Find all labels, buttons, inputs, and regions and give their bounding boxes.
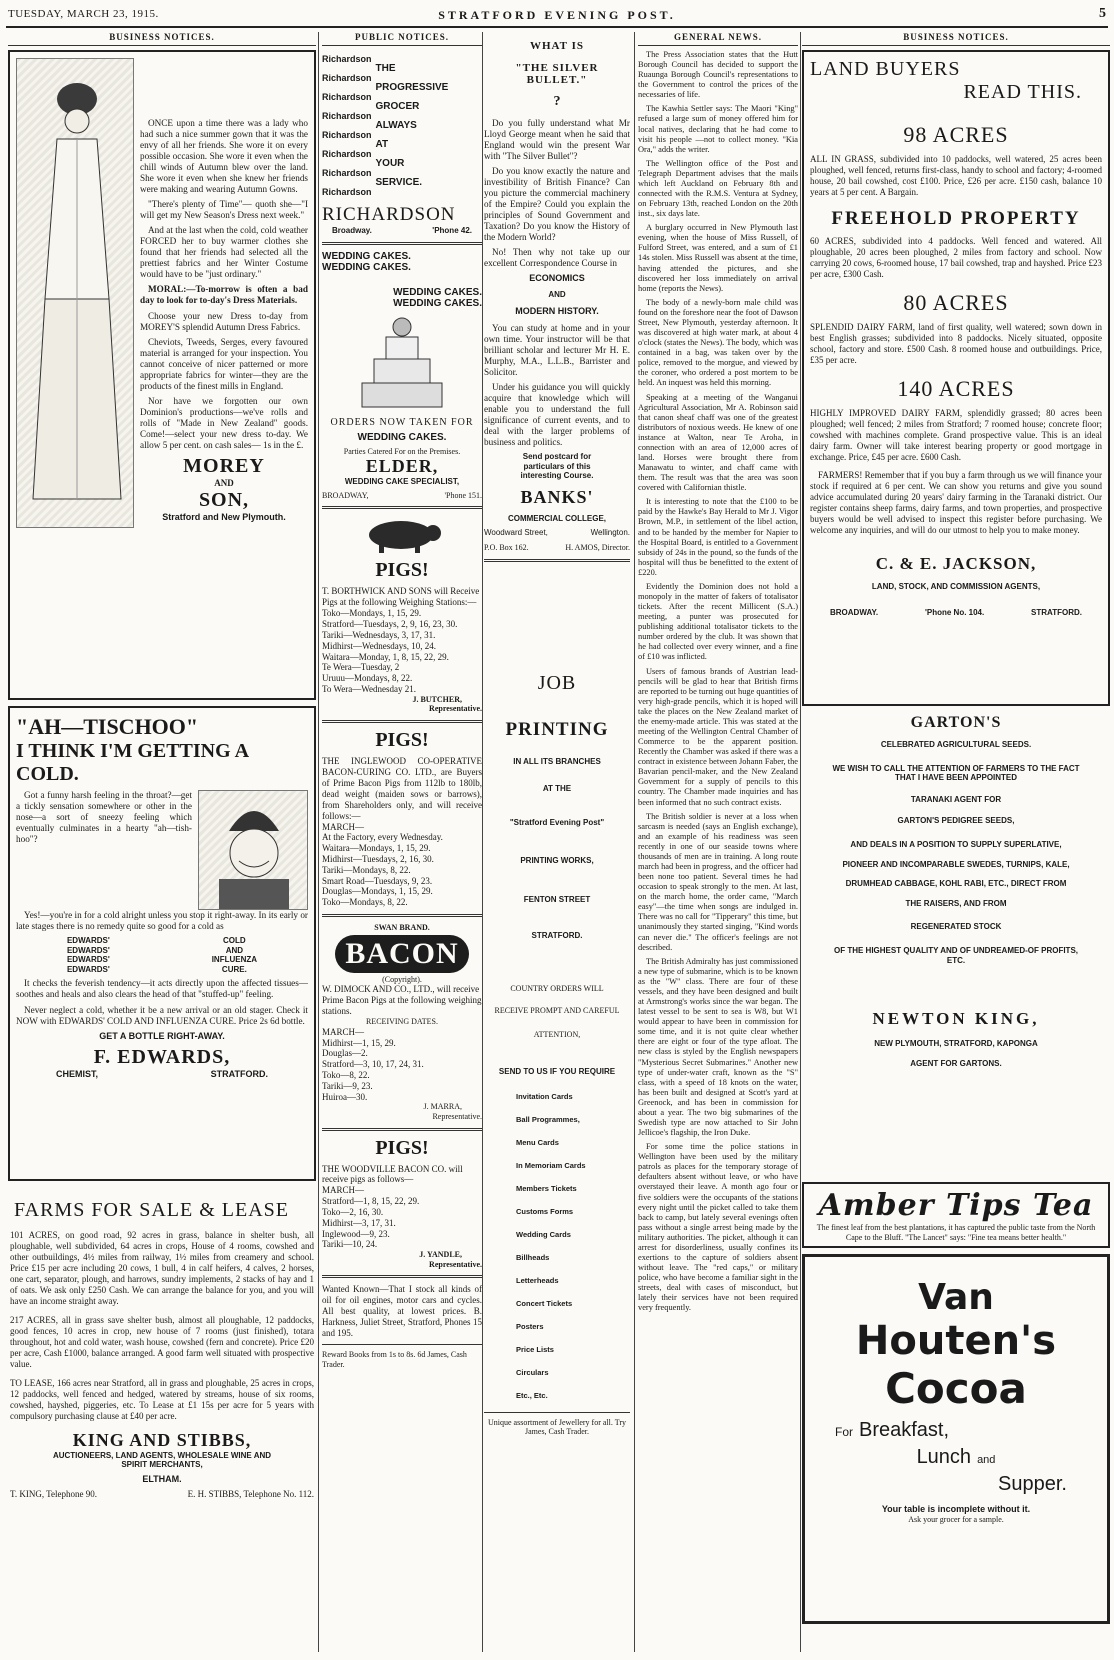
wedding-cakes-line: WEDDING CAKES. (357, 431, 447, 443)
station-line: Tariki—Wednesdays, 3, 17, 31. (322, 629, 436, 640)
station-line: Toko—Mondays, 1, 15, 29. (322, 608, 422, 619)
houten-word: Houten's (855, 1318, 1057, 1365)
month-label: MARCH— (322, 1026, 365, 1037)
morey-places: Stratford and New Plymouth. (162, 511, 286, 522)
acres-140-text: HIGHLY IMPROVED DAIRY FARM, splendidly grassed; 80 acres been ploughed; well fenced; 2 miles from Stratford; 7 roomed house; concrete floor; cowshed with machines complete. Grand prospective value. This is an ideal dairy farm. Owner will take interest bearing property or good mortgage in exchange. Price, £45 per acre. £600 Cash. (810, 407, 1102, 462)
gartons-celebrated: CELEBRATED AGRICULTURAL SEEDS. (880, 740, 1032, 749)
agent-name: J. BUTCHER, (412, 694, 462, 704)
and-word: and (977, 1454, 996, 1467)
richardson-word: Richardson (322, 130, 372, 140)
richardson-word: Richardson (322, 54, 372, 64)
month-label: MARCH— (322, 1185, 365, 1196)
tischoo-title: COLD. (16, 763, 79, 785)
lunch-word: Lunch (916, 1446, 972, 1469)
news-item: The body of a newly-born male child was found on the foreshore near the foot of Dawson Street, New Plymouth, yesterday afternoon. It was discovered at high water mark, at about 4 o'clock (states the News). The body, which was contained in a bag, was taken over by the police, removed to the morgue, and viewed by the coroner, who ordered a post mortem to be held. An inquest was held this morning. (638, 297, 798, 388)
post-label: "Stratford Evening Post" (509, 818, 605, 828)
acres-80-text: SPLENDID DAIRY FARM, land of first quality, well watered; sown down in best English grasses; subdivided into 8 paddocks. Nicely situated, opposite school, factory and store. £500 Cash. 8 roomed house and outbuildings. Price, £35 per acre. (810, 321, 1102, 365)
elder-specialist: WEDDING CAKE SPECIALIST, (344, 477, 460, 487)
farm-listing: TO LEASE, 166 acres near Stratford, all in grass and ploughable, 25 acres in crops, 12 paddocks, well fenced and hedged, watered by streams, house of six rooms, cowshed, hayshed, piggeries, etc. To Lease at £1 15s per acre for 5 years with compulsory purchasing clause at £40 per acre. (10, 1377, 314, 1421)
newton-king: NEWTON KING, (872, 1009, 1040, 1029)
and-label: AND (548, 290, 566, 300)
for-breakfast (815, 1419, 1097, 1442)
acres-98-text: ALL IN GRASS, subdivided into 10 paddocks, well watered, 25 acres been ploughed, well fenced, returns first-class, handy to school and factory; 4-roomed house, 20 bail cowshed, cost £100. Price, £26 per acre. £150 cash, balance 10 years at 5 per cent. A Bargain. (810, 154, 1102, 197)
king-stibbs-desc: AUCTIONEERS, LAND AGENTS, WHOLESALE WINE AND (52, 1450, 272, 1460)
receiving-dates: RECEIVING DATES. (366, 1017, 438, 1027)
column-rule (482, 32, 483, 1652)
edwards-word: EDWARDS' (66, 945, 110, 955)
richardson-word: Richardson (322, 168, 372, 178)
edwards-town: STRATFORD. (210, 1068, 268, 1079)
king-stibbs-desc: SPIRIT MERCHANTS, (121, 1460, 203, 1470)
send-to-us: SEND TO US IF YOU REQUIRE (498, 1067, 616, 1077)
masthead (6, 6, 1108, 28)
attention-label: ATTENTION, (533, 1029, 581, 1039)
supper-word: Supper. (998, 1473, 1067, 1496)
column-business-notices-right (802, 32, 1110, 1652)
column-business-notices-left (8, 32, 316, 1652)
edwards-word: EDWARDS' (66, 936, 110, 946)
station-line: Midhirst—Wednesdays, 10, 24. (322, 640, 437, 651)
printing-item: Wedding Cards (516, 1229, 571, 1239)
printing-item: Posters (516, 1321, 544, 1331)
gartons-title: GARTON'S (910, 714, 1002, 731)
van-word: Van (918, 1277, 994, 1319)
printing-item: Customs Forms (516, 1206, 574, 1216)
jewellery-notice: Unique assortment of Jewellery for all. Try James, Cash Trader. (488, 1417, 626, 1437)
wedding-cakes-line: WEDDING CAKES. (322, 250, 411, 262)
station-line: Waitara—Mondays, 1, 15, 29. (322, 843, 431, 854)
richardson-address: Broadway. (332, 226, 372, 235)
cure-block (212, 936, 257, 974)
pigs-title: PIGS! (375, 728, 429, 751)
edwards-advert (8, 706, 316, 1181)
send-postcard: Send postcard for particulars of this interesting Course. (520, 452, 594, 481)
banks-para: No! Then why not take up our excellent Correspondence Course in (484, 247, 630, 269)
richardson-word: Richardson (322, 149, 372, 159)
gartons-pedigree: GARTON'S PEDIGREE SEEDS, (897, 816, 1015, 826)
richardson-name: RICHARDSON (322, 204, 456, 225)
farmers-note: FARMERS! Remember that if you buy a farm through us we will finance your stock if required at 6 per cent. We can show you returns and give you sound advice accumulated during 20 years' dairy farming in the Taranaki district. Our register contains sheep farms, dairy farms, and town properties, and prospective buyers would be well advised to inspect this register before purchasing. We welcome any inquiries, and will do our utmost to help you to make money. (810, 470, 1102, 536)
parties-line: Parties Catered For on the Premises. (343, 446, 461, 456)
gartons-pioneer: PIONEER AND INCOMPARABLE SWEDES, TURNIPS, KALE, (842, 859, 1070, 869)
banks-street: Woodward Street, (484, 527, 548, 537)
orders-line: ORDERS NOW TAKEN FOR (330, 416, 474, 428)
morey-para: ONCE upon a time there was a lady who had such a nice summer gown that it was the envy of all her friends. She wore it on every possible occasion. She wore it even when the chill winds of Autumn blew over the land. She wore it even when she knew her friends were making and wearing Autumn Gowns. (140, 118, 308, 195)
farm-listing: 101 ACRES, on good road, 92 acres in grass, balance in shelter bush, all ploughable, well subdivided, 64 acres in crops, House of 4 rooms, cowshed and other outbuildings, 4½ miles from railway, 1½ miles from creamery and school. Price £15 per acre including 20 cows, 1 bull, 4 in calf heifers, 4 calves, 2 horses, one cart, separator, plough, and harrows, sundry implements, 2 stacks of hay and 1 of oats. We ask only £250 Cash. We can arrange the balance for you, and you will have an income straight away. (10, 1230, 314, 1306)
tischoo-para: Yes!—you're in for a cold alright unless you stop it right-away. In its early or late stages there is no remedy quite so good for a cold as (16, 910, 308, 932)
station-line: Smart Road—Tuesdays, 9, 23. (322, 875, 433, 886)
farms-advert (8, 1187, 316, 1504)
tischoo-title: I THINK I'M GETTING A (16, 740, 250, 762)
swan-brand: SWAN BRAND. (374, 923, 430, 933)
jackson-name: C. & E. JACKSON, (875, 554, 1037, 574)
jackson-desc: LAND, STOCK, AND COMMISSION AGENTS, (871, 582, 1041, 592)
cure-word: CURE. (221, 964, 247, 974)
tischoo-para: Got a funny harsh feeling in the throat?—get a tickly sensation somewhere or other in the nose—a sort of sneezy feeling which eventually culminates in a hearty "ah—tish-hoo"? (16, 790, 192, 845)
bacon-logo (322, 935, 482, 973)
printing-item: Billheads (516, 1252, 550, 1262)
morey-moral: MORAL:—To-morrow is often a bad day to look for to-day's Dress Materials. (140, 284, 308, 306)
morey-son: SON, (198, 488, 250, 511)
page-number: 5 (1099, 6, 1106, 21)
lunch-and (815, 1446, 1097, 1469)
phone-stibbs: E. H. STIBBS, Telephone No. 112. (187, 1488, 314, 1499)
books-notice: Reward Books from 1s to 8s. 6d James, Cash Trader. (322, 1350, 467, 1369)
station-line: Midhirst—3, 17, 31. (322, 1217, 396, 1228)
station-line: Stratford—3, 10, 17, 24, 31. (322, 1059, 424, 1070)
news-item: It is interesting to note that the £100 to be paid by the Hawke's Bay Herald to Mr J. Vigor Brown, M.P., in settlement of the libel action, and to be handed by the member for Napier to the Hospital Board, is entitled to a Government subsidy of 24s in the pound, so the funds of the hospital will thus be benefitted to the extent of £220. (638, 497, 798, 577)
column-rule (800, 32, 801, 1652)
sneezing-man-icon (199, 791, 309, 911)
richardson-contact (322, 226, 482, 236)
pigs-title: PIGS! (375, 1136, 429, 1159)
wedding-cakes-line: WEDDING CAKES. (393, 297, 482, 309)
morey-name: MOREY (183, 454, 265, 477)
amber-tips-line: The finest leaf from the best plantations, it has captured the public taste from the North Cape to the Bluff. "The Lancet" says: "Fine tea means better health." (816, 1223, 1096, 1242)
cocoa-word: Cocoa (885, 1364, 1027, 1414)
branches-label: IN ALL ITS BRANCHES (513, 756, 601, 766)
banks-college: COMMERCIAL COLLEGE, (507, 514, 607, 524)
morey-para: Choose your new Dress to-day from MOREY'S splendid Autumn Dress Fabrics. (140, 310, 308, 332)
woodville-intro: THE WOODVILLE BACON CO. will receive pigs as follows— (322, 1163, 463, 1185)
edwards-footer (16, 1069, 308, 1080)
land-buyers: LAND BUYERS (810, 58, 961, 80)
printing-item: Price Lists (516, 1344, 554, 1354)
column-heading: GENERAL NEWS. (638, 32, 798, 46)
acres-140: 140 ACRES (897, 375, 1015, 401)
banks-address (484, 528, 630, 538)
cure-word: AND (225, 945, 244, 955)
po-box: P.O. Box 162. (484, 543, 529, 553)
printing-item: Letterheads (516, 1275, 559, 1285)
station-line: Tariki—10, 24. (322, 1239, 378, 1250)
tischoo-para: Never neglect a cold, whether it be a new arrival or an old stager. Check it NOW with EDWARDS' COLD AND INFLUENZA CURE. Price 2s 6d bottle. (16, 1004, 308, 1026)
column-heading: PUBLIC NOTICES. (322, 32, 482, 46)
at-the-label: AT THE (542, 784, 572, 794)
banks-director: H. AMOS, Director. (565, 543, 630, 553)
phone-king: T. KING, Telephone 90. (10, 1488, 98, 1499)
station-line: Inglewood—9, 23. (322, 1228, 390, 1239)
column-heading: BUSINESS NOTICES. (802, 32, 1110, 46)
morey-and: AND (214, 477, 234, 488)
edwards-chemist: CHEMIST, (56, 1068, 99, 1079)
gartons-raisers: THE RAISERS, AND FROM (905, 898, 1007, 908)
silver-bullet-title: "THE SILVER BULLET." (515, 62, 599, 86)
farms-title: FARMS FOR SALE & LEASE (14, 1199, 290, 1221)
elder-address: BROADWAY, (322, 490, 369, 500)
policeman-illustration (198, 790, 308, 910)
gartons-regen: REGENERATED STOCK (910, 922, 1002, 932)
printing-label: PRINTING (505, 718, 609, 740)
printing-item: Circulars (516, 1367, 549, 1377)
modern-history-label: MODERN HISTORY. (515, 305, 599, 316)
farm-listing: 217 ACRES, all in grass save shelter bush, almost all ploughable, 12 paddocks, good fences, 10 acres in crop, new house of 7 rooms (just finished), totara throughout, hot and cold water, wash house, cowshed (fern and concrete). Price £20 per acre, Cash £1000, balance arranged. A good farm well situated with prospective value. (10, 1314, 314, 1369)
job-label: JOB (537, 671, 577, 694)
copyright-note: (Copyright). (382, 974, 422, 984)
station-line: Stratford—1, 8, 15, 22, 29. (322, 1196, 420, 1207)
richardson-word: Richardson (322, 73, 372, 83)
for-word: For (835, 1425, 853, 1440)
cure-word: COLD (223, 936, 246, 946)
lady-illustration (16, 58, 134, 528)
borthwick-intro: T. BORTHWICK AND SONS will Receive Pigs at the following Weighing Stations:— (322, 586, 480, 608)
printing-item: In Memoriam Cards (516, 1160, 586, 1170)
grocer-word: ALWAYS (375, 120, 417, 131)
grocer-word: AT (375, 139, 389, 150)
station-line: Douglas—2. (322, 1048, 368, 1059)
gartons-deal: AND DEALS IN A POSITION TO SUPPLY SUPERLATIVE, (850, 839, 1062, 849)
pigs-title: PIGS! (375, 559, 429, 582)
column-general-news (638, 32, 798, 1652)
amber-tips-title: Amber Tips Tea (818, 1188, 1094, 1223)
wedding-cake-icon (352, 313, 452, 413)
banks-para: Under his guidance you will quickly acquire that knowledge which will enable you to understand the full significance of current events, and to deal with the larger problems of business and politics. (484, 382, 630, 448)
gartons-drumhead: DRUMHEAD CABBAGE, KOHL RABI, ETC., DIRECT FROM (845, 879, 1067, 889)
month-label: MARCH— (322, 821, 365, 832)
paper-title: STRATFORD EVENING POST. (438, 8, 676, 22)
banks-name: BANKS' (520, 487, 594, 508)
edwards-repeat (67, 936, 110, 974)
jackson-advert (802, 50, 1110, 706)
works-label: PRINTING WORKS, (520, 855, 594, 865)
incomplete-line: Your table is incomplete without it. (881, 1504, 1031, 1515)
column-heading: BUSINESS NOTICES. (8, 32, 316, 46)
edwards-word: EDWARDS' (66, 964, 110, 974)
tischoo-para: It checks the feverish tendency—it acts directly upon the affected tissues—soothes and heals and also clears the head of that "stuffed-up" feeling. (16, 978, 308, 1000)
station-line: Toko—Mondays, 8, 22. (322, 897, 408, 908)
station-line: Te Wera—Tuesday, 2 (322, 662, 400, 673)
wedding-cakes-line: WEDDING CAKES. (322, 261, 411, 273)
printing-items (484, 1085, 630, 1407)
morey-para: Cheviots, Tweeds, Serges, every favoured material is arranged for your inspection. You cannot conceive of nicer patterned or more appropriate fabrics for winter—they are the products of the finest mills in England. (140, 336, 308, 391)
jackson-phone: 'Phone No. 104. (924, 607, 985, 617)
station-line: Stratford—Tuesdays, 2, 9, 16, 23, 30. (322, 619, 458, 630)
elder-phone: 'Phone 151. (444, 490, 482, 500)
lady-figure-icon (17, 59, 135, 529)
acres-98: 98 ACRES (903, 122, 1009, 147)
news-item: The Press Association states that the Hutt Borough Council has decided to support the Ruaunga Borough Council's representations to the Government to control the prices of the necessaries of life. (638, 50, 798, 100)
bacon-word: BACON (335, 935, 468, 973)
printing-item: Members Tickets (516, 1183, 577, 1193)
column-public-notices (322, 32, 482, 1652)
issue-date: TUESDAY, MARCH 23, 1915. (8, 8, 159, 20)
news-item: For some time the police stations in Wellington have been used by the military patrols as places for the temporary storage of defaulters absent without leave, or who have overstayed their leave. A month ago four or five soldiers were the occupants of the stations every night until the picket called to take them back to camp, but lately several evenings often pass without a single arrest being made by the military authorities. The picket, although it can arrest for disorderliness, usually confines its exertions to the capture of soldiers absent without leave. The "red caps," or military police, who have become a familiar sight in the streets, deal with cases of misconduct, but lately their services have not been required very frequently. (638, 1142, 798, 1313)
king-stibbs-town: ELTHAM. (142, 1473, 182, 1484)
receive-prompt: RECEIVE PROMPT AND CAREFUL (494, 1006, 620, 1015)
jackson-town: STRATFORD. (1031, 607, 1082, 617)
question-mark: ? (553, 94, 561, 109)
grocer-word: THE (375, 63, 396, 74)
richardson-advert (322, 50, 482, 202)
agent-role: Representative. (429, 704, 482, 714)
column-advertising-middle (484, 32, 630, 1652)
morey-para: Nor have we forgotten our own Dominion's productions—we've rolls and rolls of "Made in New Zealand" goods. Come!—select your new dress to-day. We allow 5 per cent. on cash sales— 1s in the £. (140, 395, 308, 450)
station-line: Douglas—Mondays, 1, 15, 29. (322, 886, 433, 897)
gartons-advert (802, 712, 1110, 1182)
morey-para: "There's plenty of Time"— quoth she—"I will get my New Season's Dress next week." (140, 199, 308, 221)
cure-word: INFLUENZA (211, 955, 258, 965)
cake-illustration (322, 313, 482, 413)
country-orders: COUNTRY ORDERS WILL (510, 984, 604, 994)
station-line: Midhirst—1, 15, 29. (322, 1037, 396, 1048)
news-item: Speaking at a meeting of the Wanganui Agricultural Association, Mr A. Robinson said that canon sheaf chaff was one of the greatest distributors of noxious weeds. He knew of one instance at Walton, near Te Aroha, in connection with an area of 12,000 acres of land. Horses were brought there from Manawatu to winter, and chaff came with them. The result was that the area was soon covered with Californian thistle. (638, 392, 798, 493)
printing-item: Invitation Cards (516, 1091, 573, 1101)
station-line: At the Factory, every Wednesday. (322, 832, 443, 843)
station-line: Toko—8, 22. (322, 1069, 370, 1080)
wedding-cakes-line: WEDDING CAKES. (393, 286, 482, 298)
station-line: Tariki—9, 23. (322, 1080, 373, 1091)
jackson-address: BROADWAY. (830, 607, 879, 617)
grocer-word: SERVICE. (375, 177, 423, 188)
newton-towns: NEW PLYMOUTH, STRATFORD, KAPONGA (874, 1039, 1038, 1049)
elder-name: ELDER, (365, 456, 439, 477)
richardson-word: Richardson (322, 111, 372, 121)
grocer-word: YOUR (375, 158, 405, 169)
richardson-phone: 'Phone 42. (432, 226, 472, 235)
news-item: The British Admiralty has just commissioned a new type of submarine, which is to be known as the "W" class. There are four of these vessels, and they have been designed and built at Armstrong's works since the war began. The latest vessel to be sent to sea is W8, but W1 would appear to have been in commission for some time, and it is not quite clear whether there are eight or four of the type afloat. The new class is styled by the English newspapers "Mysterious Secret Submarines." Another new type of under-water craft, known as the "S" class, with a speed of 18 knots on the water, has been built and designed at Scott's yard at Greenock, and has been in commission for about a year. The two big submarines of the Swedish type are now attached to Sir John Jellicoe's flagship, the Iron Duke. (638, 956, 798, 1138)
banks-box (484, 543, 630, 553)
fenton-label: FENTON STREET (523, 895, 591, 905)
agent-name: J. MARRA, (423, 1102, 462, 1112)
banks-para: You can study at home and in your own time. Your instructor will be that brilliant scholar and lecturer Mr H. E. Murphy, M.A., L.L.B., Barrister and Solicitor. (484, 322, 630, 378)
richardson-word: Richardson (322, 92, 372, 102)
station-line: Tariki—Mondays, 8, 22. (322, 864, 411, 875)
agent-role: Representative. (429, 1259, 482, 1269)
elder-contact (322, 491, 482, 501)
amber-tips-advert (802, 1182, 1110, 1248)
acres-60-text: 60 ACRES, subdivided into 4 paddocks. Well fenced and watered. All ploughable, 20 acres been ploughed, 2 miles from factory and school. Now carrying 20 cows, 6-roomed house, 17 bail cowshed, trap and hayshed. Price £23 per acre, £300 Cash. (810, 235, 1102, 279)
agent-name: J. YANDLE, (419, 1250, 462, 1260)
edwards-name: F. EDWARDS, (93, 1045, 231, 1068)
tischoo-title: "AH—TISCHOO" (16, 714, 199, 739)
printing-item: Etc., Etc. (516, 1390, 548, 1400)
king-stibbs-name: KING AND STIBBS, (72, 1429, 252, 1450)
station-line: Midhirst—Tuesdays, 2, 16, 30. (322, 854, 434, 865)
station-line: To Wera—Wednesday 21. (322, 683, 416, 694)
banks-city: Wellington. (590, 527, 630, 537)
silver-bullet-q: WHAT IS (530, 40, 584, 52)
banks-para: Do you know exactly the nature and investibility of British Finance? Can you picture the commercial machinery of the Empire? Could you explain the principles of Sound Government and Taxation? Do you know the History of the Modern World? (484, 166, 630, 243)
agent-role: Representative. (432, 1111, 482, 1121)
news-item: A burglary occurred in New Plymouth last evening, when the house of Miss Russell, of Fulford Street, was entered, and a sum of £1 14s stolen. Miss Russell was absent at the time, having attended the pictures, and she discovered her loss immediately on arrival home (reports the News). (638, 223, 798, 293)
printing-item: Menu Cards (516, 1137, 559, 1147)
ask-grocer: Ask your grocer for a sample. (908, 1515, 1004, 1525)
grocer-word: PROGRESSIVE (375, 82, 449, 93)
station-line: Toko—2, 16, 30. (322, 1207, 384, 1218)
dimock-intro: W. DIMOCK AND CO., LTD., will receive Prime Bacon Pigs at the following weighing stations. (322, 984, 482, 1017)
stratford-label: STRATFORD. (531, 930, 583, 940)
gartons-agent: TARANAKI AGENT FOR (910, 794, 1002, 804)
column-rule (318, 32, 319, 1652)
read-this: READ THIS. (963, 81, 1082, 103)
inglewood-intro: THE INGLEWOOD CO-OPERATIVE BACON-CURING CO. LTD., are Buyers of Prime Bacon Pigs from 112lb to 180lb, dead weight (maiden sows or barrows), from Shareholders only, and will receive follows:— (322, 755, 482, 821)
news-item: The Wellington office of the Post and Telegraph Department advises that the mails which left Auckland on February 8th and connected with the R.M.S. Ventura at Sydney, on February 13th, reached London on the 20th inst., six days late. (638, 158, 798, 219)
news-item: Evidently the Dominion does not hold a monopoly in the matter of fakers of totalisator tickets. After the recent Millicent (S.A.) meeting, a punter was prosecuted for publishing additional totalisator tickets to the number ordered by the club. It was shown that he had collected over every winner, and a fine of £10 was inflicted. (638, 581, 798, 662)
get-bottle: GET A BOTTLE RIGHT-AWAY. (99, 1030, 225, 1041)
pig-icon (357, 515, 447, 555)
morey-para: And at the last when the cold, cold weather FORCED her to buy warmer clothes she found that her friends had selected all the prettiest fabrics and her Winter Costume would have to be "just ordinary." (140, 225, 308, 280)
grocer-word: GROCER (375, 101, 420, 112)
printing-item: Ball Programmes, (516, 1114, 580, 1124)
van-houten-advert (802, 1254, 1110, 1624)
station-line: Uruuu—Mondays, 8, 22. (322, 673, 413, 684)
banks-para: Do you fully understand what Mr Lloyd George meant when he said that England would win the present War with "The Silver Bullet"? (484, 118, 630, 162)
printing-item: Concert Tickets (516, 1298, 573, 1308)
economics-label: ECONOMICS (529, 273, 585, 284)
jackson-contact (810, 608, 1102, 618)
station-line: Waitara—Monday, 1, 8, 15, 22, 29. (322, 651, 449, 662)
pig-illustration (322, 515, 482, 555)
acres-80: 80 ACRES (903, 289, 1009, 315)
column-rule (634, 32, 635, 1652)
news-item: The British soldier is never at a loss when sarcasm is needed (says an English exchange), and an example of his readiness was seen recently in one of our seaside towns where thousands of men are in training. A long route march had been in progress, and the officer had been none too patient. Several times he had occasion to speak strongly to the men. At last, on the march home, the order came, "March easy"—the time when songs are indulged in. There was no call for "Tipperary" this time, but unanimously they started singing, "Kind words can never die." The officer's feelings are not described. (638, 811, 798, 952)
harkness-notice: Wanted Known—That I stock all kinds of oil for oil engines, motor cars and cycles. All best quality, at lowest prices. B. Harkness, Juliet Street, Stratford, Phones 15 and 195. (322, 1284, 482, 1339)
freehold-property: FREEHOLD PROPERTY (831, 207, 1081, 229)
newton-agent: AGENT FOR GARTONS. (910, 1058, 1002, 1068)
news-item: Users of famous brands of Austrian lead-pencils will be glad to hear that British firms are reported to be turning out huge quantities of very high-grade pencils, which it is hoped will take the places on the New Zealand market of the enemy-made article. This was stated at the meeting of the Wellington Central Chamber of Commerce to be the apparent position. Recently the Chamber was asked if there was a contract in existence between Johann Faber, the Bavarian pencil-maker, and the New Zealand Government for a supply of pencils to this country. The Chamber made inquiries and has been informed that no such contract exists. (638, 666, 798, 807)
gartons-wish: WE WISH TO CALL THE ATTENTION OF FARMERS TO THE FACT THAT I HAVE BEEN APPOINTED (832, 763, 1080, 783)
richardson-word: Richardson (322, 187, 372, 197)
breakfast-word: Breakfast, (859, 1419, 950, 1442)
edwards-word: EDWARDS' (66, 955, 110, 965)
morey-advert (8, 50, 316, 700)
station-line: Huiroa—30. (322, 1091, 368, 1102)
news-item: The Kawhia Settler says: The Maori "King" refused a large sum of money offered him for local natives, declaring that he had come to visit his people —not to collect money. "Kia Ora," adds the writer. (638, 104, 798, 154)
king-stibbs-phones (10, 1489, 314, 1500)
gartons-highest: OF THE HIGHEST QUALITY AND OF UNDREAMED-OF PROFITS, ETC. (834, 945, 1078, 965)
